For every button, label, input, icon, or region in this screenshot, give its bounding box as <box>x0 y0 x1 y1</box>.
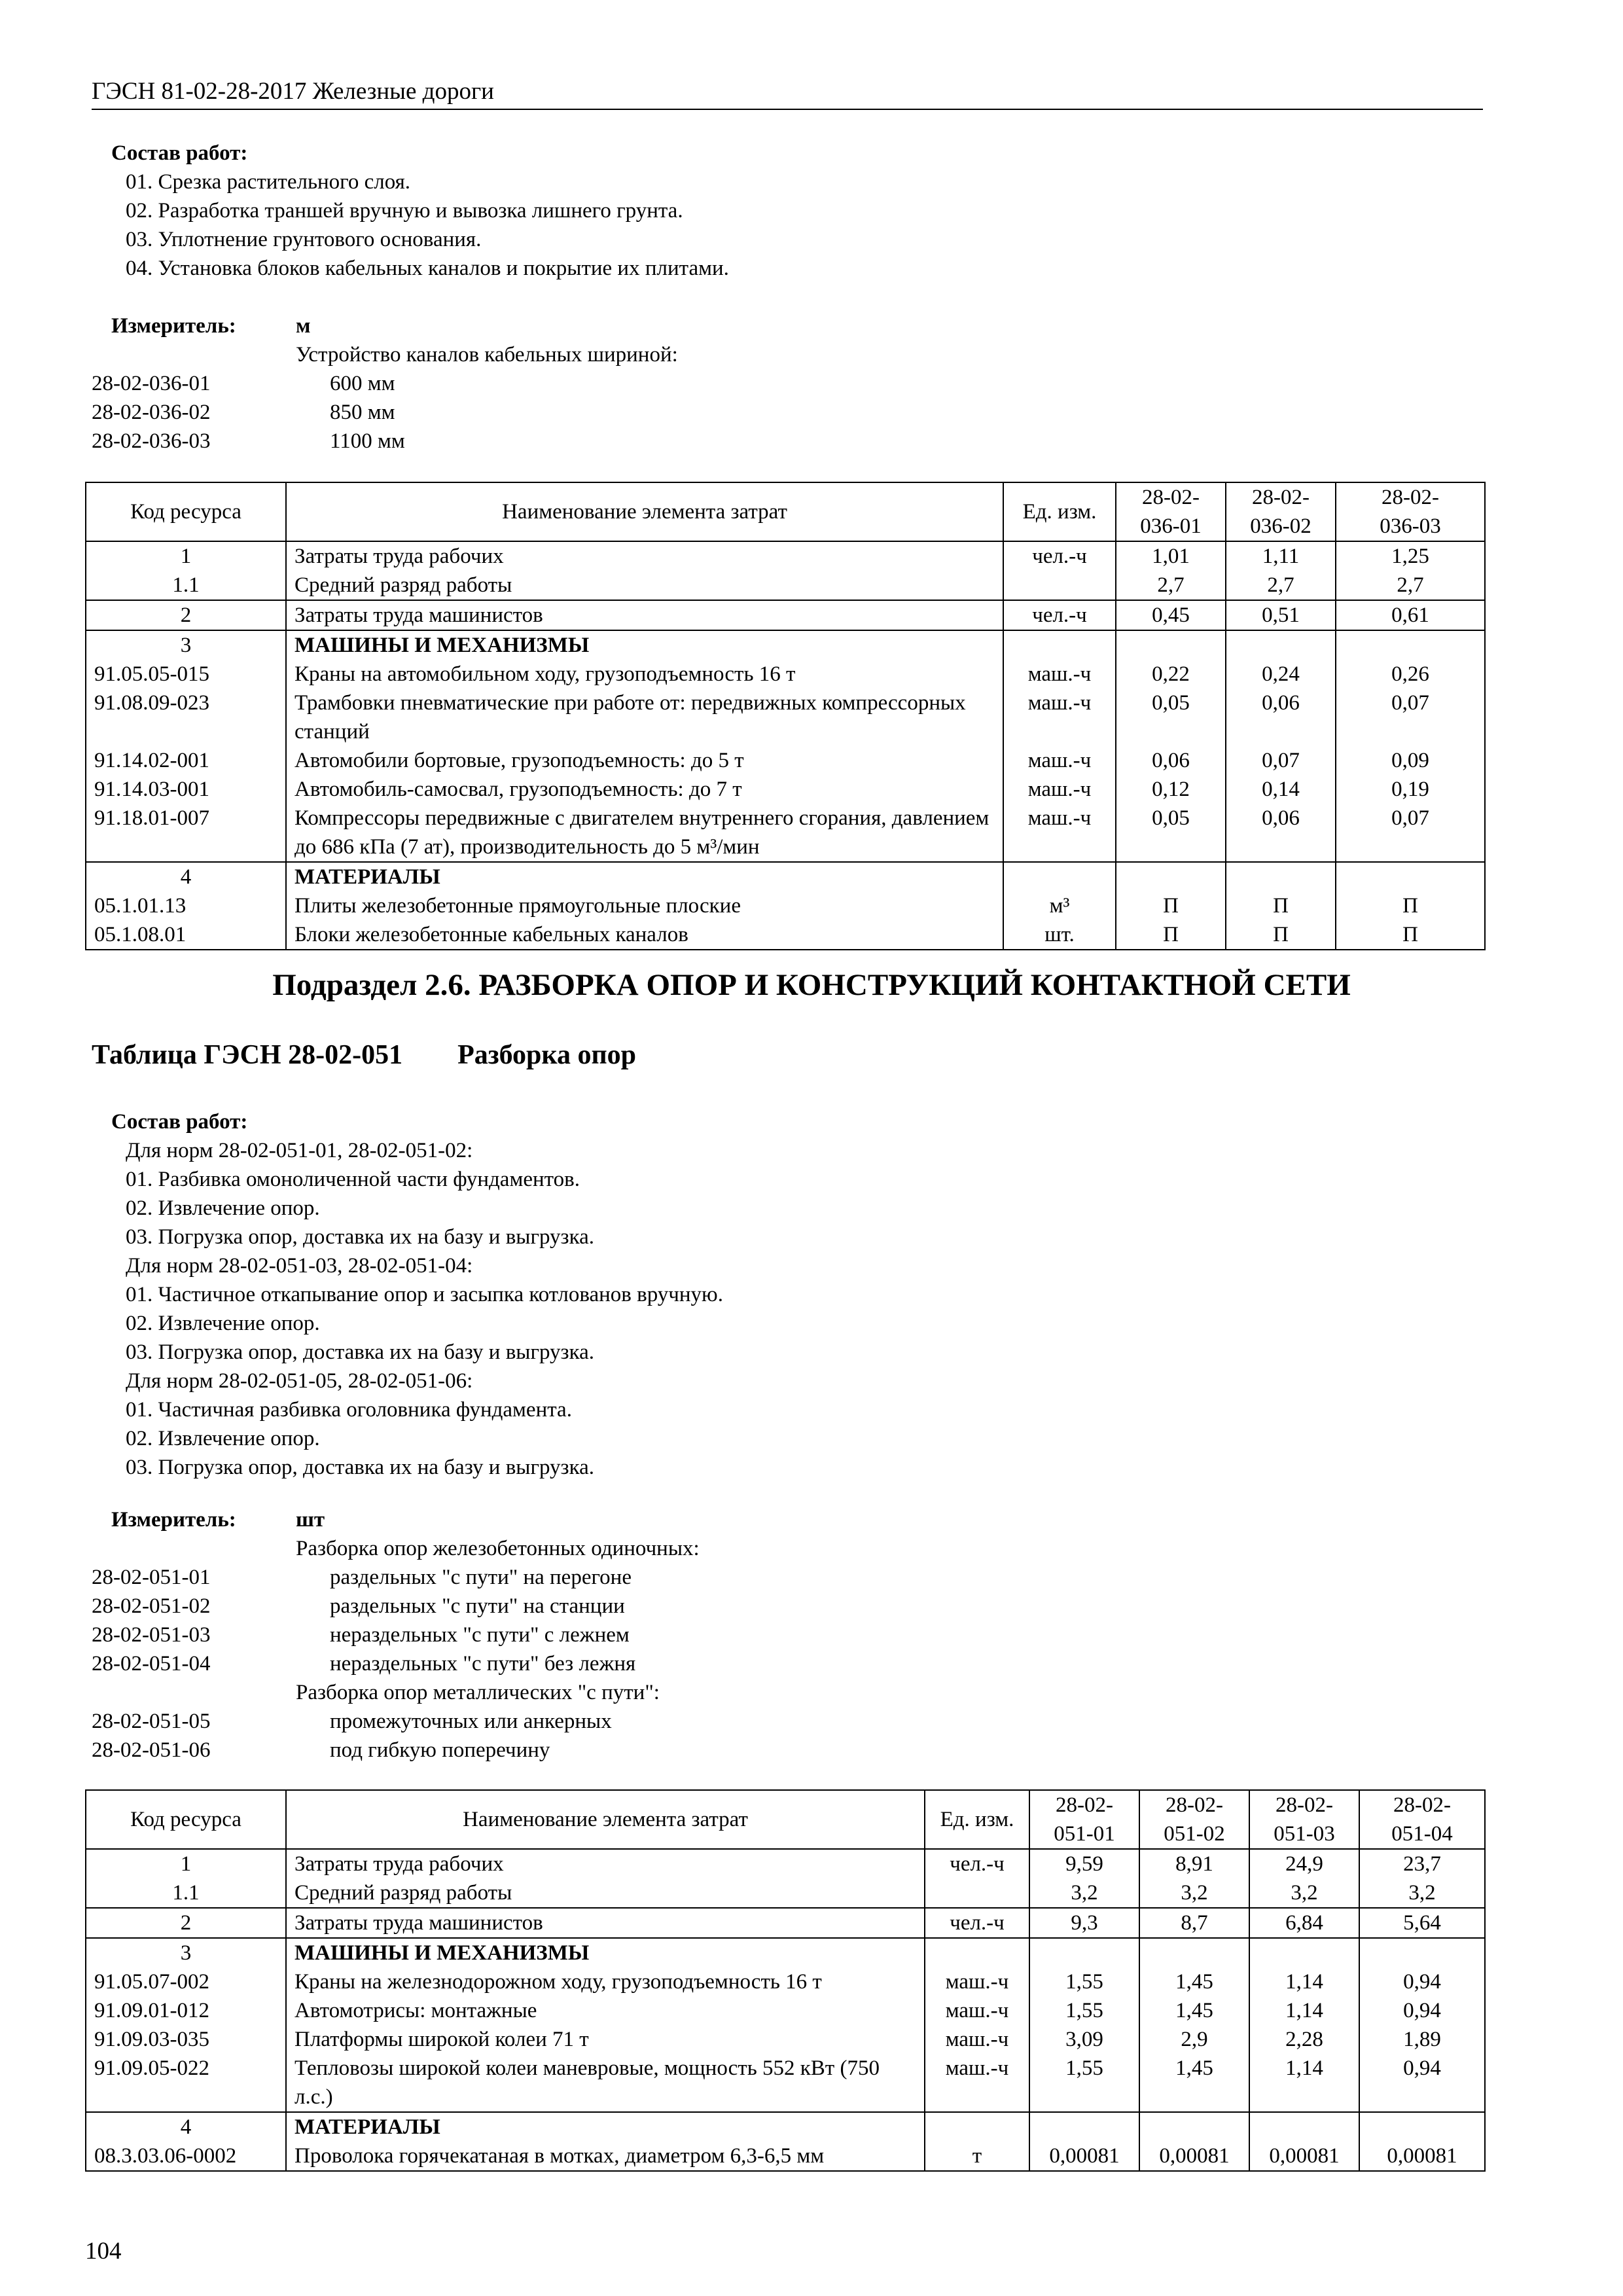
work-item: 01. Срезка растительного слоя. <box>126 170 411 194</box>
table-row <box>86 746 1485 775</box>
unit: маш.-ч <box>1003 804 1116 862</box>
norm-line <box>92 1563 700 1592</box>
unit: чел.-ч <box>1003 541 1116 571</box>
norm-value: 2,9 <box>1139 2025 1249 2054</box>
norm-value: 0,94 <box>1359 1967 1485 1996</box>
norm-value <box>1336 862 1485 891</box>
resource-name: Блоки железобетонные кабельных каналов <box>286 920 1003 950</box>
norm-value <box>1139 1938 1249 1967</box>
unit: т <box>925 2142 1029 2171</box>
resource-name: Трамбовки пневматические при работе от: передвижных компрессорных станций <box>286 689 1003 746</box>
column-header: Код ресурса <box>86 482 286 541</box>
table-row <box>86 1996 1485 2025</box>
norm-value: 3,09 <box>1029 2025 1139 2054</box>
norm-name: 1100 мм <box>330 429 405 453</box>
column-header: 28-02- 051-02 <box>1139 1790 1249 1849</box>
unit <box>925 1938 1029 1967</box>
norm-value: 3,2 <box>1029 1878 1139 1908</box>
norm-code: 28-02-036-01 <box>92 372 211 395</box>
resource-name: Проволока горячекатаная в мотках, диаметром 6,3-6,5 мм <box>286 2142 925 2171</box>
norm-value: 9,59 <box>1029 1849 1139 1878</box>
table-row <box>86 689 1485 746</box>
work-item: Для норм 28-02-051-01, 28-02-051-02: <box>126 1139 473 1162</box>
table-header-row <box>86 1790 1485 1849</box>
resource-code: 08.3.03.06-0002 <box>86 2142 286 2171</box>
unit: чел.-ч <box>925 1908 1029 1938</box>
norm-value: 0,05 <box>1116 804 1226 862</box>
table-row <box>86 775 1485 804</box>
table-title <box>92 1039 636 1071</box>
norm-value: 1,14 <box>1249 2054 1359 2112</box>
norm-line <box>92 1592 700 1621</box>
page-number: 104 <box>85 2238 122 2265</box>
resource-name: Затраты труда рабочих <box>286 541 1003 571</box>
unit: чел.-ч <box>925 1849 1029 1878</box>
work-item: 01. Разбивка омоноличенной части фундаментов. <box>126 1168 580 1191</box>
norm-value: 0,19 <box>1336 775 1485 804</box>
norm-value: 3,2 <box>1249 1878 1359 1908</box>
table-row <box>86 2054 1485 2112</box>
norm-value: П <box>1116 891 1226 920</box>
norm-value: П <box>1116 920 1226 950</box>
norm-value: 1,14 <box>1249 1996 1359 2025</box>
resource-code: 1.1 <box>86 571 286 600</box>
meter-value: шт <box>296 1508 325 1532</box>
norm-name: раздельных "с пути" на станции <box>330 1594 625 1618</box>
norm-code: 28-02-036-03 <box>92 429 211 453</box>
norm-value <box>1249 2112 1359 2142</box>
column-header: 28-02- 051-03 <box>1249 1790 1359 1849</box>
work-item: Для норм 28-02-051-05, 28-02-051-06: <box>126 1369 473 1393</box>
norm-value: 1,45 <box>1139 1967 1249 1996</box>
resource-name: Автомобиль-самосвал, грузоподъемность: до 7 т <box>286 775 1003 804</box>
unit <box>1003 571 1116 600</box>
resource-name: Затраты труда машинистов <box>286 600 1003 630</box>
column-header: 28-02- 051-01 <box>1029 1790 1139 1849</box>
unit <box>925 2112 1029 2142</box>
norm-value: П <box>1336 891 1485 920</box>
norm-value <box>1116 630 1226 660</box>
column-header: Наименование элемента затрат <box>286 482 1003 541</box>
norm-name: нераздельных "с пути" без лежня <box>330 1652 636 1676</box>
norm-line <box>92 1534 700 1563</box>
unit: маш.-ч <box>1003 746 1116 775</box>
resource-code: 2 <box>86 600 286 630</box>
norm-value: 2,7 <box>1226 571 1336 600</box>
norm-value <box>1359 2112 1485 2142</box>
column-header: 28-02- 036-03 <box>1336 482 1485 541</box>
norm-value: 0,05 <box>1116 689 1226 746</box>
meter-label: Измеритель: <box>111 314 236 338</box>
norm-value: 0,61 <box>1336 600 1485 630</box>
norm-code: 28-02-051-01 <box>92 1566 211 1589</box>
norm-value: 1,14 <box>1249 1967 1359 1996</box>
norm-line <box>92 1678 700 1707</box>
table-row <box>86 1967 1485 1996</box>
table-row <box>86 630 1485 660</box>
norm-name: Разборка опор металлических "с пути": <box>296 1681 660 1704</box>
norm-value: 3,2 <box>1139 1878 1249 1908</box>
norm-value: 24,9 <box>1249 1849 1359 1878</box>
table-row <box>86 2112 1485 2142</box>
resource-code: 91.05.05-015 <box>86 660 286 689</box>
resource-code: 3 <box>86 1938 286 1967</box>
table-row <box>86 1849 1485 1878</box>
work-item: 03. Погрузка опор, доставка их на базу и выгрузка. <box>126 1340 595 1364</box>
section-title: Подраздел 2.6. РАЗБОРКА ОПОР И КОНСТРУКЦИЙ КОНТАКТНОЙ СЕТИ <box>272 968 1351 1002</box>
resource-name: Тепловозы широкой колеи маневровые, мощность 552 кВт (750 л.с.) <box>286 2054 925 2112</box>
table-row <box>86 891 1485 920</box>
unit: маш.-ч <box>1003 689 1116 746</box>
norm-code: 28-02-051-05 <box>92 1710 211 1733</box>
work-item: 02. Извлечение опор. <box>126 1312 320 1335</box>
norm-value: 2,7 <box>1336 571 1485 600</box>
norm-value: 3,2 <box>1359 1878 1485 1908</box>
column-header: 28-02- 036-02 <box>1226 482 1336 541</box>
work-item: 02. Извлечение опор. <box>126 1196 320 1220</box>
norm-value: 0,22 <box>1116 660 1226 689</box>
norm-value: 0,51 <box>1226 600 1336 630</box>
unit: маш.-ч <box>1003 660 1116 689</box>
resource-name: Средний разряд работы <box>286 1878 925 1908</box>
resource-code: 91.18.01-007 <box>86 804 286 862</box>
column-header: 28-02- 051-04 <box>1359 1790 1485 1849</box>
norm-code <box>92 1678 296 1707</box>
norm-value <box>1336 630 1485 660</box>
norm-value: 2,28 <box>1249 2025 1359 2054</box>
norm-value: 23,7 <box>1359 1849 1485 1878</box>
norm-value: 0,94 <box>1359 2054 1485 2112</box>
norm-value: 0,07 <box>1336 804 1485 862</box>
resource-code: 4 <box>86 862 286 891</box>
resource-name: Автомотрисы: монтажные <box>286 1996 925 2025</box>
work-item: 01. Частичное откапывание опор и засыпка котлованов вручную. <box>126 1283 723 1306</box>
norm-line <box>92 398 678 427</box>
resource-code: 05.1.08.01 <box>86 920 286 950</box>
norm-code <box>92 1534 296 1563</box>
norm-value: 1,55 <box>1029 1967 1139 1996</box>
unit: маш.-ч <box>1003 775 1116 804</box>
work-item: 03. Уплотнение грунтового основания. <box>126 228 482 251</box>
column-header: Наименование элемента затрат <box>286 1790 925 1849</box>
work-items <box>111 1136 723 1482</box>
norm-value: 1,25 <box>1336 541 1485 571</box>
work-item: 02. Извлечение опор. <box>126 1427 320 1450</box>
resource-code: 91.05.07-002 <box>86 1967 286 1996</box>
norm-value: 0,06 <box>1116 746 1226 775</box>
work-item: 03. Погрузка опор, доставка их на базу и выгрузка. <box>126 1456 595 1479</box>
resource-name: Платформы широкой колеи 71 т <box>286 2025 925 2054</box>
resource-name: Средний разряд работы <box>286 571 1003 600</box>
resource-code: 91.09.05-022 <box>86 2054 286 2112</box>
work-item: 02. Разработка траншей вручную и вывозка лишнего грунта. <box>126 199 683 223</box>
table-row <box>86 804 1485 862</box>
table-row <box>86 2025 1485 2054</box>
norm-code: 28-02-051-02 <box>92 1594 211 1618</box>
unit <box>1003 630 1116 660</box>
norm-list <box>92 369 678 456</box>
resource-table-2 <box>85 1789 1486 2172</box>
table-row <box>86 1938 1485 1967</box>
norm-value: 9,3 <box>1029 1908 1139 1938</box>
norm-value: 0,14 <box>1226 775 1336 804</box>
unit <box>925 1878 1029 1908</box>
column-header: Ед. изм. <box>925 1790 1029 1849</box>
unit: чел.-ч <box>1003 600 1116 630</box>
resource-code: 91.09.03-035 <box>86 2025 286 2054</box>
table-row <box>86 541 1485 571</box>
table-code: Таблица ГЭСН 28-02-051 <box>92 1040 403 1070</box>
norm-value: 0,12 <box>1116 775 1226 804</box>
work-label: Состав работ: <box>111 1110 248 1134</box>
resource-code: 91.08.09-023 <box>86 689 286 746</box>
unit: м³ <box>1003 891 1116 920</box>
norm-value <box>1139 2112 1249 2142</box>
unit: шт. <box>1003 920 1116 950</box>
norm-value: 0,07 <box>1226 746 1336 775</box>
resource-code: 1.1 <box>86 1878 286 1908</box>
norm-value: 1,11 <box>1226 541 1336 571</box>
meter-block-1 <box>92 312 678 456</box>
column-header: Ед. изм. <box>1003 482 1116 541</box>
resource-table-1 <box>85 482 1486 950</box>
resource-code: 05.1.01.13 <box>86 891 286 920</box>
norm-line <box>92 369 678 398</box>
norm-list <box>92 1534 700 1765</box>
work-composition-2 <box>111 1107 723 1482</box>
resource-code: 91.14.02-001 <box>86 746 286 775</box>
norm-value: 0,26 <box>1336 660 1485 689</box>
norm-value: 0,45 <box>1116 600 1226 630</box>
table-row <box>86 571 1485 600</box>
norm-code: 28-02-051-06 <box>92 1738 211 1762</box>
norm-value <box>1359 1938 1485 1967</box>
norm-value: 0,09 <box>1336 746 1485 775</box>
norm-value: 0,00081 <box>1249 2142 1359 2171</box>
resource-name: Автомобили бортовые, грузоподъемность: до 5 т <box>286 746 1003 775</box>
norm-name: 850 мм <box>330 401 395 424</box>
unit: маш.-ч <box>925 2054 1029 2112</box>
norm-value: 1,89 <box>1359 2025 1485 2054</box>
resource-code: 2 <box>86 1908 286 1938</box>
norm-code: 28-02-036-02 <box>92 401 211 424</box>
norm-value: 0,00081 <box>1139 2142 1249 2171</box>
norm-value: 2,7 <box>1116 571 1226 600</box>
table-row <box>86 660 1485 689</box>
work-items <box>111 168 729 283</box>
page-header: ГЭСН 81-02-28-2017 Железные дороги <box>92 78 494 105</box>
norm-value: П <box>1226 920 1336 950</box>
table-name: Разборка опор <box>457 1040 637 1070</box>
norm-line <box>92 427 678 456</box>
norm-value: 0,06 <box>1226 804 1336 862</box>
resource-code: 3 <box>86 630 286 660</box>
resource-name: Затраты труда машинистов <box>286 1908 925 1938</box>
norm-line <box>92 1649 700 1678</box>
resource-name: Плиты железобетонные прямоугольные плоские <box>286 891 1003 920</box>
norm-value <box>1226 862 1336 891</box>
norm-name: под гибкую поперечину <box>330 1738 550 1762</box>
resource-code: 4 <box>86 2112 286 2142</box>
table-row <box>86 862 1485 891</box>
unit: маш.-ч <box>925 2025 1029 2054</box>
resource-name: МАШИНЫ И МЕХАНИЗМЫ <box>286 1938 925 1967</box>
norm-line <box>92 1736 700 1765</box>
table-row <box>86 920 1485 950</box>
resource-code: 91.14.03-001 <box>86 775 286 804</box>
resource-code: 1 <box>86 541 286 571</box>
norm-code: 28-02-051-04 <box>92 1652 211 1676</box>
norm-value: 0,94 <box>1359 1996 1485 2025</box>
column-header: Код ресурса <box>86 1790 286 1849</box>
norm-value: 8,91 <box>1139 1849 1249 1878</box>
norm-value: 1,45 <box>1139 2054 1249 2112</box>
norm-value: 5,64 <box>1359 1908 1485 1938</box>
norm-value: 8,7 <box>1139 1908 1249 1938</box>
norm-value: 0,00081 <box>1359 2142 1485 2171</box>
norm-value: 1,55 <box>1029 2054 1139 2112</box>
norm-name: Разборка опор железобетонных одиночных: <box>296 1537 700 1560</box>
resource-code: 91.09.01-012 <box>86 1996 286 2025</box>
resource-name: Краны на автомобильном ходу, грузоподъемность 16 т <box>286 660 1003 689</box>
norm-name: раздельных "с пути" на перегоне <box>330 1566 632 1589</box>
work-item: 04. Установка блоков кабельных каналов и покрытие их плитами. <box>126 257 729 280</box>
norm-code: 28-02-051-03 <box>92 1623 211 1647</box>
norm-name: промежуточных или анкерных <box>330 1710 612 1733</box>
resource-name: Краны на железнодорожном ходу, грузоподъемность 16 т <box>286 1967 925 1996</box>
norm-value <box>1116 862 1226 891</box>
norm-value: 0,07 <box>1336 689 1485 746</box>
table-row <box>86 2142 1485 2171</box>
resource-name: Затраты труда рабочих <box>286 1849 925 1878</box>
meter-label: Измеритель: <box>111 1508 236 1532</box>
norm-name: нераздельных "с пути" с лежнем <box>330 1623 630 1647</box>
resource-name: Компрессоры передвижные с двигателем внутреннего сгорания, давлением до 686 кПа (7 ат), производительность до 5 м³/мин <box>286 804 1003 862</box>
norm-value: 1,45 <box>1139 1996 1249 2025</box>
norm-name: 600 мм <box>330 372 395 395</box>
unit: маш.-ч <box>925 1967 1029 1996</box>
norm-line <box>92 1621 700 1649</box>
resource-code: 1 <box>86 1849 286 1878</box>
norm-line <box>92 1707 700 1736</box>
work-item: 03. Погрузка опор, доставка их на базу и выгрузка. <box>126 1225 595 1249</box>
unit <box>1003 862 1116 891</box>
norm-value <box>1029 2112 1139 2142</box>
norm-value <box>1249 1938 1359 1967</box>
work-composition-1 <box>111 139 729 283</box>
meter-value: м <box>296 314 311 338</box>
norm-value: П <box>1226 891 1336 920</box>
norm-value: 1,01 <box>1116 541 1226 571</box>
resource-name: МАТЕРИАЛЫ <box>286 862 1003 891</box>
norm-value: 0,24 <box>1226 660 1336 689</box>
norm-value <box>1029 1938 1139 1967</box>
header-rule <box>92 109 1483 110</box>
work-item: Для норм 28-02-051-03, 28-02-051-04: <box>126 1254 473 1278</box>
work-item: 01. Частичная разбивка оголовника фундамента. <box>126 1398 572 1422</box>
norm-value: 1,55 <box>1029 1996 1139 2025</box>
norm-value <box>1226 630 1336 660</box>
resource-name: МАТЕРИАЛЫ <box>286 2112 925 2142</box>
norm-value: 0,06 <box>1226 689 1336 746</box>
norm-value: 6,84 <box>1249 1908 1359 1938</box>
work-label: Состав работ: <box>111 141 248 165</box>
meter-block-2 <box>92 1505 700 1765</box>
table-row <box>86 1878 1485 1908</box>
resource-name: МАШИНЫ И МЕХАНИЗМЫ <box>286 630 1003 660</box>
norms-heading: Устройство каналов кабельных шириной: <box>296 343 678 367</box>
table-row <box>86 1908 1485 1938</box>
norm-value: П <box>1336 920 1485 950</box>
unit: маш.-ч <box>925 1996 1029 2025</box>
column-header: 28-02- 036-01 <box>1116 482 1226 541</box>
table-header-row <box>86 482 1485 541</box>
table-row <box>86 600 1485 630</box>
norm-value: 0,00081 <box>1029 2142 1139 2171</box>
